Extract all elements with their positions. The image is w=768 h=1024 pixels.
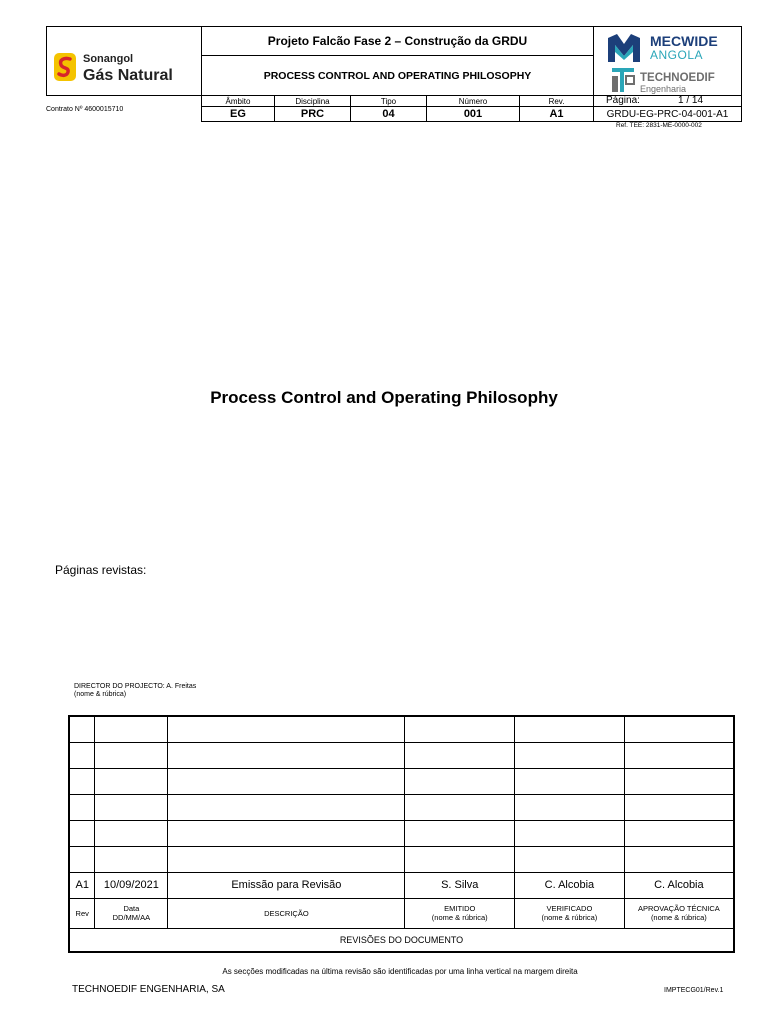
project-title-cell bbox=[201, 26, 594, 56]
mecwide-logo-icon bbox=[606, 32, 642, 69]
label-issued-col bbox=[405, 898, 515, 928]
label-approved-col bbox=[624, 898, 734, 928]
revision-note: As secções modificadas na última revisão são identificadas por uma linha vertical na margem direita bbox=[222, 967, 578, 976]
label-approved-2: (nome & rúbrica) bbox=[650, 913, 707, 922]
cell-verified: C. Alcobia bbox=[515, 872, 625, 898]
technoedif-brand: TECHNOEDIF bbox=[640, 72, 715, 84]
label-numero: Número bbox=[426, 95, 520, 107]
cell-approved: C. Alcobia bbox=[624, 872, 734, 898]
table-row bbox=[69, 820, 734, 846]
main-title: Process Control and Operating Philosophy bbox=[210, 388, 558, 407]
contract-number: Contrato Nº 4600015710 bbox=[46, 106, 124, 113]
label-issued-1: EMITIDO bbox=[444, 904, 476, 913]
table-row bbox=[69, 742, 734, 768]
director-name: DIRECTOR DO PROJECTO: A. Freitas bbox=[74, 683, 197, 690]
cell-issued: S. Silva bbox=[405, 872, 515, 898]
header-block bbox=[46, 26, 742, 122]
client-logo-cell bbox=[46, 26, 202, 96]
label-rev-col: Rev bbox=[69, 898, 95, 928]
value-ambito: EG bbox=[201, 106, 275, 122]
technoedif-sub: Engenharia bbox=[640, 84, 687, 94]
table-row bbox=[69, 794, 734, 820]
mecwide-angola: ANGOLA bbox=[650, 48, 704, 62]
contractor-logo-cell bbox=[593, 26, 742, 96]
label-ambito: Âmbito bbox=[201, 95, 275, 107]
revision-table bbox=[68, 715, 735, 953]
client-brand-bottom: Gás Natural bbox=[83, 67, 173, 84]
table-row bbox=[69, 768, 734, 794]
director-sign-note: (nome & rúbrica) bbox=[74, 691, 127, 698]
label-tipo: Tipo bbox=[350, 95, 427, 107]
footer-form-code: IMPTECG01/Rev.1 bbox=[664, 987, 724, 994]
label-date-col bbox=[95, 898, 168, 928]
doc-title-caps: PROCESS CONTROL AND OPERATING PHILOSOPHY bbox=[263, 69, 532, 82]
value-tipo: 04 bbox=[350, 106, 427, 122]
doc-code: GRDU-EG-PRC-04-001-A1 bbox=[593, 106, 742, 122]
doc-title-cell bbox=[201, 55, 594, 96]
label-date-2: DD/MM/AA bbox=[112, 913, 151, 922]
label-disciplina: Disciplina bbox=[274, 95, 351, 107]
label-approved-1: APROVAÇÃO TÉCNICA bbox=[637, 904, 720, 913]
mecwide-brand: MECWIDE bbox=[650, 33, 718, 49]
project-title: Projeto Falcão Fase 2 – Construção da GRDU bbox=[267, 34, 528, 48]
label-pagina: Página: bbox=[606, 95, 640, 106]
label-rev: Rev. bbox=[519, 95, 594, 107]
ref-tee: Ref. TEE: 2831-ME-0000-002 bbox=[616, 122, 702, 129]
label-verified-2: (nome & rúbrica) bbox=[541, 913, 598, 922]
label-date-1: Data bbox=[123, 904, 140, 913]
table-row bbox=[69, 716, 734, 742]
label-verified-1: VERIFICADO bbox=[546, 904, 593, 913]
table-footer: REVISÕES DO DOCUMENTO bbox=[69, 928, 734, 952]
value-rev: A1 bbox=[519, 106, 594, 122]
table-row bbox=[69, 846, 734, 872]
cell-description: Emissão para Revisão bbox=[168, 872, 405, 898]
table-row bbox=[69, 872, 734, 898]
revised-pages-label: Páginas revistas: bbox=[55, 563, 147, 577]
sonangol-logo-icon bbox=[54, 53, 76, 81]
label-verified-col bbox=[515, 898, 625, 928]
table-label-row bbox=[69, 898, 734, 928]
label-issued-2: (nome & rúbrica) bbox=[431, 913, 488, 922]
table-footer-row bbox=[69, 928, 734, 952]
footer-company: TECHNOEDIF ENGENHARIA, SA bbox=[72, 984, 225, 995]
value-numero: 001 bbox=[426, 106, 520, 122]
page-number: 1 / 14 bbox=[678, 95, 704, 106]
cell-date: 10/09/2021 bbox=[95, 872, 168, 898]
cell-rev: A1 bbox=[69, 872, 95, 898]
label-description-col: DESCRIÇÃO bbox=[168, 898, 405, 928]
value-disciplina: PRC bbox=[274, 106, 351, 122]
client-brand-top: Sonangol bbox=[83, 53, 134, 65]
